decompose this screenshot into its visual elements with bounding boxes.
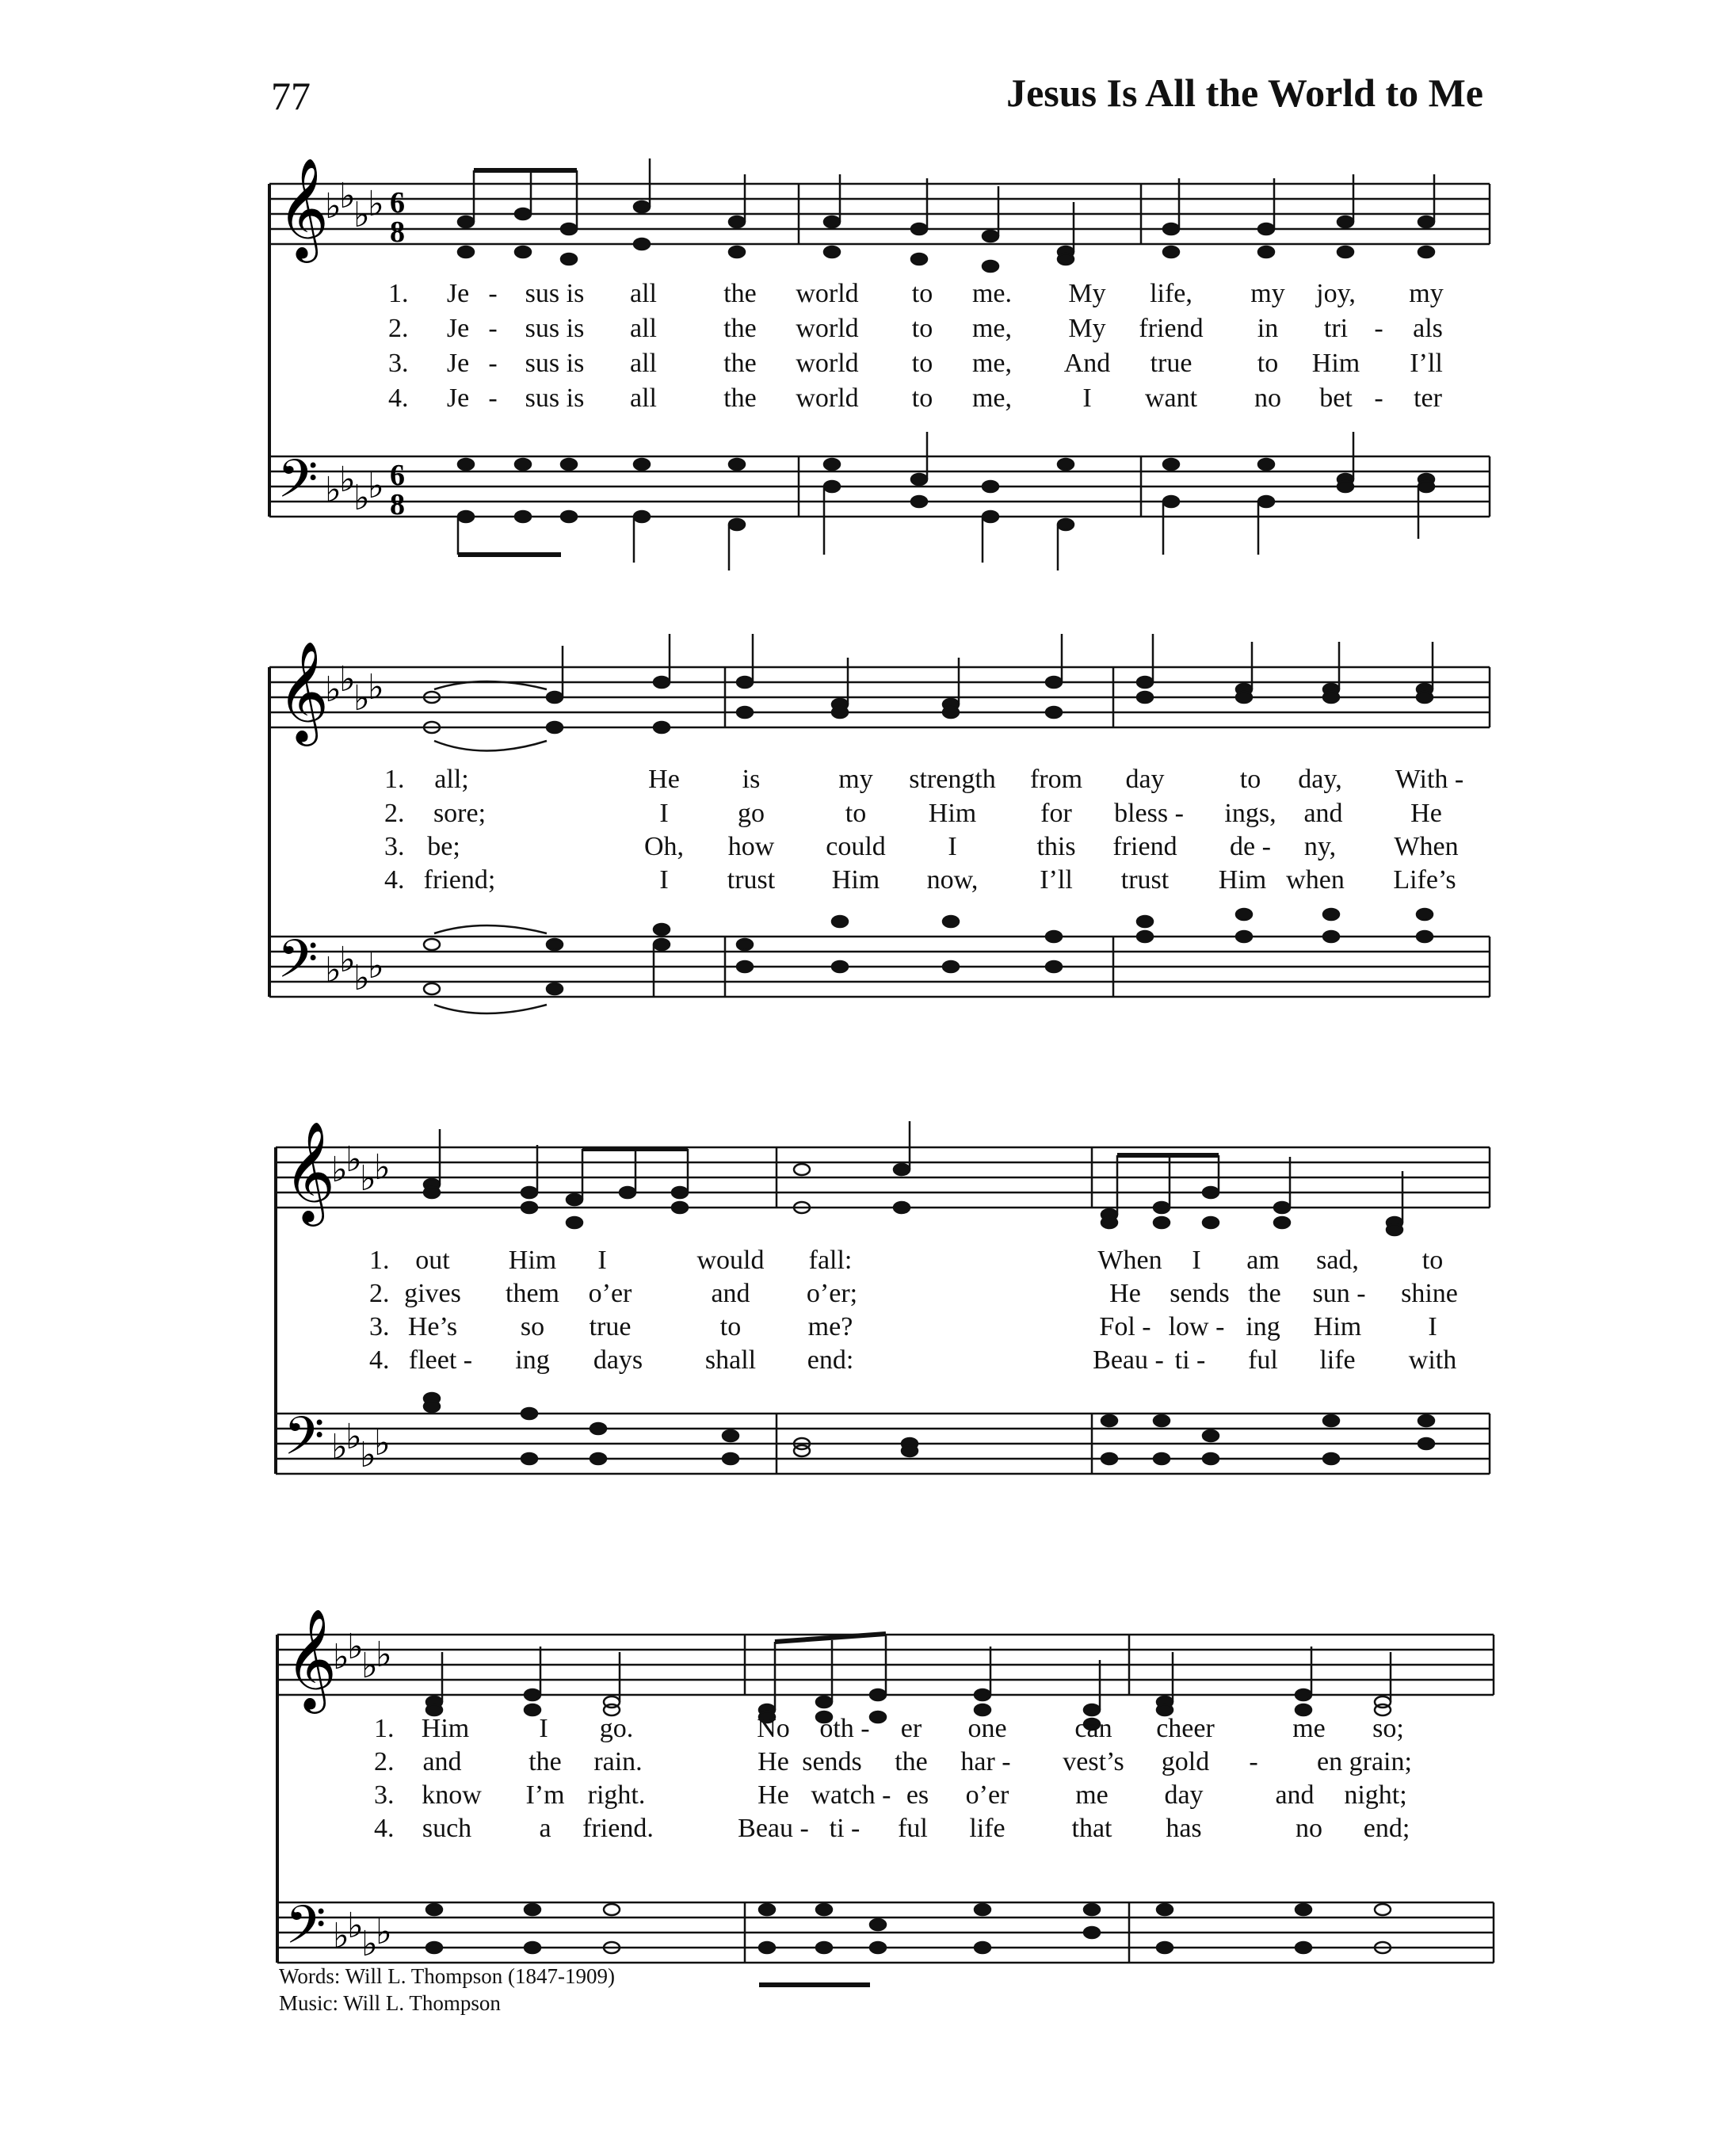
page-number: 77 <box>271 74 311 118</box>
lyric-syllable: true <box>1150 349 1192 378</box>
lyric-syllable: friend. <box>582 1814 654 1843</box>
lyric-syllable: can <box>1074 1714 1112 1743</box>
lyric-syllable: sad, <box>1316 1246 1359 1275</box>
verse-number: 2. <box>384 799 405 828</box>
lyric-syllable: true <box>589 1312 632 1341</box>
svg-text:♭: ♭ <box>360 1436 376 1475</box>
lyric-syllable: watch - <box>811 1780 891 1810</box>
lyric-syllable: and <box>1275 1780 1315 1810</box>
lyric-syllable: I <box>948 832 957 861</box>
lyric-syllable: the <box>723 314 757 343</box>
lyric-syllable: Je <box>446 314 470 343</box>
svg-text:♭: ♭ <box>374 1424 391 1463</box>
lyric-syllable: day, <box>1298 765 1342 794</box>
svg-text:𝄢: 𝄢 <box>285 1895 326 1968</box>
lyric-syllable: right. <box>587 1780 646 1810</box>
lyric-syllable: joy, <box>1316 279 1356 308</box>
lyric-syllable: so; <box>1372 1714 1404 1743</box>
lyric-syllable: to <box>1239 765 1261 794</box>
lyric-syllable: He <box>1109 1279 1141 1308</box>
lyric-syllable: has <box>1166 1814 1202 1843</box>
verse-number: 1. <box>388 279 409 308</box>
verse-number: 2. <box>374 1747 395 1776</box>
lyric-syllable: He <box>1410 799 1442 828</box>
lyric-syllable: oth - <box>819 1714 870 1743</box>
lyric-syllable: to <box>719 1312 742 1341</box>
lyric-syllable: know <box>422 1780 482 1810</box>
lyric-syllable: to <box>1421 1246 1444 1275</box>
lyric-syllable: for <box>1040 799 1072 828</box>
svg-text:6: 6 <box>390 186 405 219</box>
lyric-syllable: ing <box>1246 1312 1280 1341</box>
lyric-syllable: fall: <box>808 1246 853 1275</box>
lyric-syllable: bless - <box>1114 799 1184 828</box>
lyric-syllable: sus is <box>525 349 585 378</box>
lyric-syllable: sus is <box>525 314 585 343</box>
lyric-syllable: me, <box>971 314 1013 343</box>
lyric-syllable: - <box>1249 1747 1258 1776</box>
svg-text:♭: ♭ <box>376 1913 392 1952</box>
lyric-syllable: me, <box>971 349 1013 378</box>
lyric-syllable: - <box>1374 384 1383 413</box>
lyric-syllable: is <box>742 765 761 794</box>
lyric-syllable: My <box>1068 314 1106 343</box>
svg-text:♭: ♭ <box>347 1906 364 1945</box>
verse-number: 1. <box>374 1714 395 1743</box>
svg-text:♭: ♭ <box>368 467 384 506</box>
lyric-syllable: Je <box>446 349 470 378</box>
lyric-syllable: Him <box>1218 865 1267 895</box>
lyric-line-4-1 <box>0 1714 1721 1749</box>
svg-text:♭: ♭ <box>361 1647 378 1685</box>
lyric-syllable: Him <box>928 799 977 828</box>
lyric-syllable: to <box>911 384 933 413</box>
lyric-syllable: - <box>488 314 498 343</box>
lyric-syllable: them <box>506 1279 559 1308</box>
svg-text:8: 8 <box>390 488 405 521</box>
lyric-syllable: My <box>1068 279 1106 308</box>
lyric-syllable: ful <box>898 1814 928 1843</box>
verse-number: 4. <box>374 1814 395 1843</box>
lyric-syllable: day <box>1125 765 1165 794</box>
svg-text:♭: ♭ <box>325 187 342 226</box>
lyric-syllable: end: <box>807 1345 854 1375</box>
lyric-syllable: rain. <box>593 1747 643 1776</box>
lyric-syllable: this <box>1036 832 1076 861</box>
svg-text:8: 8 <box>390 216 405 249</box>
svg-text:♭: ♭ <box>331 1151 348 1189</box>
lyric-syllable: me? <box>807 1312 853 1341</box>
lyric-syllable: friend <box>1112 832 1177 861</box>
lyric-syllable: o’er <box>588 1279 632 1308</box>
lyric-syllable: har - <box>960 1747 1011 1776</box>
verse-number: 4. <box>369 1345 390 1375</box>
svg-text:𝄞: 𝄞 <box>277 157 330 258</box>
lyric-syllable: a <box>539 1814 551 1843</box>
lyric-syllable: I <box>597 1246 607 1275</box>
lyric-syllable: friend <box>1139 314 1204 343</box>
lyric-syllable: that <box>1071 1814 1112 1843</box>
lyric-syllable: fleet - <box>408 1345 473 1375</box>
lyric-syllable: I <box>1428 1312 1437 1341</box>
lyric-syllable: es <box>906 1780 929 1810</box>
lyric-syllable: out <box>415 1246 450 1275</box>
lyric-syllable: friend; <box>423 865 496 895</box>
svg-text:♭: ♭ <box>325 670 342 709</box>
lyric-syllable: Fol - <box>1099 1312 1151 1341</box>
svg-text:♭: ♭ <box>374 1148 391 1187</box>
lyric-syllable: my <box>1250 279 1285 308</box>
lyric-syllable: with <box>1408 1345 1457 1375</box>
lyric-syllable: life <box>969 1814 1006 1843</box>
lyric-syllable: no <box>1254 384 1281 413</box>
lyric-syllable: all <box>630 349 657 378</box>
lyric-syllable: tri <box>1323 314 1349 343</box>
lyric-syllable: ful <box>1248 1345 1278 1375</box>
lyric-syllable: end; <box>1363 1814 1410 1843</box>
lyric-syllable: gold <box>1161 1747 1210 1776</box>
lyric-syllable: I <box>539 1714 548 1743</box>
verse-number: 4. <box>388 384 409 413</box>
verse-number: 3. <box>388 349 409 378</box>
lyric-syllable: one <box>967 1714 1007 1743</box>
lyric-syllable: such <box>422 1814 472 1843</box>
svg-text:♭: ♭ <box>347 1627 364 1666</box>
lyric-line-4-2 <box>0 1747 1721 1782</box>
lyric-syllable: He <box>648 765 680 794</box>
lyric-syllable: sun - <box>1312 1279 1366 1308</box>
lyric-syllable: Beau - <box>738 1814 809 1843</box>
lyric-syllable: me, <box>971 384 1013 413</box>
verse-number: 2. <box>369 1279 390 1308</box>
lyric-syllable: want <box>1144 384 1198 413</box>
lyric-syllable: Beau - <box>1093 1345 1164 1375</box>
svg-text:♭: ♭ <box>360 1159 376 1198</box>
svg-text:𝄢: 𝄢 <box>277 929 319 1002</box>
svg-text:♭: ♭ <box>333 1638 349 1677</box>
lyric-syllable: the <box>1248 1279 1281 1308</box>
lyric-syllable: so <box>520 1312 545 1341</box>
lyric-syllable: life <box>1319 1345 1356 1375</box>
svg-text:♭: ♭ <box>376 1635 392 1674</box>
lyric-syllable: I <box>659 865 669 895</box>
svg-text:♭: ♭ <box>353 959 370 998</box>
verse-number: 4. <box>384 865 405 895</box>
lyric-syllable: als <box>1413 314 1443 343</box>
lyric-syllable: sore; <box>433 799 487 828</box>
svg-text:𝄞: 𝄞 <box>285 1608 338 1709</box>
verse-number: 1. <box>369 1246 390 1275</box>
lyric-syllable: er <box>900 1714 922 1743</box>
lyric-syllable: Him <box>1313 1312 1362 1341</box>
lyric-syllable: from <box>1029 765 1083 794</box>
lyric-syllable: world <box>796 279 859 308</box>
lyric-syllable: Him <box>1311 349 1360 378</box>
verse-number: 1. <box>384 765 405 794</box>
lyric-syllable: With - <box>1395 765 1464 794</box>
lyric-syllable: the <box>895 1747 928 1776</box>
lyric-syllable: and <box>1303 799 1343 828</box>
lyric-syllable: now, <box>926 865 979 895</box>
lyric-syllable: bet <box>1319 384 1353 413</box>
lyric-syllable: no <box>1296 1814 1322 1843</box>
lyric-syllable: world <box>796 314 859 343</box>
words-credit: Words: Will L. Thompson (1847-1909) <box>279 1964 615 1988</box>
lyric-line-4-4 <box>0 1814 1721 1849</box>
verse-number: 2. <box>388 314 409 343</box>
lyric-syllable: - <box>488 279 498 308</box>
lyric-syllable: gives <box>404 1279 461 1308</box>
lyric-syllable: go. <box>599 1714 634 1743</box>
lyric-syllable: to <box>845 799 867 828</box>
svg-text:6: 6 <box>390 459 405 492</box>
lyric-syllable: to <box>911 314 933 343</box>
lyric-syllable: my <box>838 765 873 794</box>
lyric-syllable: life, <box>1150 279 1192 308</box>
lyric-syllable: be; <box>427 832 460 861</box>
lyric-syllable: He <box>757 1780 789 1810</box>
music-credit: Music: Will L. Thompson <box>279 1991 501 2015</box>
lyric-syllable: low - <box>1168 1312 1225 1341</box>
lyric-syllable: ny, <box>1303 832 1337 861</box>
lyric-syllable: to <box>1257 349 1279 378</box>
lyric-syllable: ing <box>515 1345 550 1375</box>
lyric-syllable: ti - <box>829 1814 860 1843</box>
verse-number: 3. <box>374 1780 395 1810</box>
lyric-syllable: ings, <box>1224 799 1276 828</box>
lyric-syllable: And <box>1063 349 1111 378</box>
lyric-syllable: all <box>630 384 657 413</box>
lyric-syllable: me. <box>971 279 1013 308</box>
lyric-syllable: - <box>1374 314 1383 343</box>
lyric-syllable: would <box>696 1246 765 1275</box>
svg-text:♭: ♭ <box>345 1418 362 1456</box>
lyric-syllable: de - <box>1230 832 1271 861</box>
verse-number: 3. <box>384 832 405 861</box>
lyric-syllable: the <box>723 279 757 308</box>
svg-text:♭: ♭ <box>325 471 342 509</box>
lyric-syllable: the <box>529 1747 562 1776</box>
lyric-syllable: I’ll <box>1040 865 1073 895</box>
lyric-syllable: the <box>723 349 757 378</box>
lyric-syllable: Je <box>446 384 470 413</box>
lyric-syllable: could <box>826 832 886 861</box>
lyric-syllable: day <box>1164 1780 1204 1810</box>
svg-text:♭: ♭ <box>345 1140 362 1179</box>
svg-text:♭: ♭ <box>325 951 342 990</box>
lyric-syllable: o’er <box>965 1780 1009 1810</box>
lyric-syllable: He’s <box>407 1312 458 1341</box>
lyric-syllable: world <box>796 349 859 378</box>
svg-text:♭: ♭ <box>339 177 356 216</box>
lyric-syllable: Je <box>446 279 470 308</box>
lyric-syllable: sends <box>802 1747 862 1776</box>
lyric-syllable: en grain; <box>1317 1747 1412 1776</box>
lyric-syllable: Him <box>508 1246 557 1275</box>
lyric-syllable: vest’s <box>1063 1747 1124 1776</box>
lyric-syllable: When <box>1097 1246 1162 1275</box>
lyric-syllable: He <box>757 1747 789 1776</box>
lyric-syllable: shall <box>704 1345 757 1375</box>
lyric-syllable: Oh, <box>643 832 685 861</box>
lyric-syllable: and <box>422 1747 462 1776</box>
lyric-syllable: cheer <box>1156 1714 1215 1743</box>
lyric-syllable: all <box>630 279 657 308</box>
svg-text:♭: ♭ <box>333 1917 349 1956</box>
svg-text:♭: ♭ <box>331 1428 348 1467</box>
lyric-syllable: in <box>1257 314 1279 343</box>
lyric-syllable: When <box>1394 832 1459 861</box>
lyric-syllable: Him <box>831 865 880 895</box>
lyric-syllable: world <box>796 384 859 413</box>
lyric-syllable: - <box>488 384 498 413</box>
lyric-syllable: my <box>1409 279 1444 308</box>
svg-text:♭: ♭ <box>353 479 370 517</box>
lyric-syllable: ter <box>1414 384 1442 413</box>
lyric-syllable: all; <box>434 765 469 794</box>
lyric-syllable: am <box>1246 1246 1280 1275</box>
lyric-syllable: and <box>711 1279 750 1308</box>
credits <box>279 1963 615 2017</box>
lyric-syllable: I <box>1192 1246 1201 1275</box>
svg-text:♭: ♭ <box>368 947 384 986</box>
svg-text:♭: ♭ <box>339 460 356 499</box>
lyric-syllable: go <box>738 799 765 828</box>
svg-text:♭: ♭ <box>339 660 356 699</box>
hymn-title: Jesus Is All the World to Me <box>1006 71 1483 115</box>
svg-text:𝄢: 𝄢 <box>277 448 319 522</box>
verse-number: 3. <box>369 1312 390 1341</box>
lyric-syllable: days <box>593 1345 643 1375</box>
lyric-syllable: how <box>727 832 775 861</box>
lyric-syllable: when <box>1286 865 1345 895</box>
lyric-syllable: sus is <box>525 279 585 308</box>
lyric-syllable: shine <box>1401 1279 1458 1308</box>
lyric-syllable: the <box>723 384 757 413</box>
svg-text:♭: ♭ <box>368 185 384 223</box>
svg-text:♭: ♭ <box>353 196 370 235</box>
lyric-syllable: trust <box>1120 865 1170 895</box>
lyric-syllable: - <box>488 349 498 378</box>
svg-text:♭: ♭ <box>368 668 384 707</box>
lyric-syllable: I <box>1082 384 1092 413</box>
svg-text:𝄢: 𝄢 <box>284 1406 325 1479</box>
lyric-line-4-3 <box>0 1780 1721 1815</box>
lyric-syllable: I <box>659 799 669 828</box>
svg-text:𝄞: 𝄞 <box>284 1120 336 1222</box>
lyric-syllable: trust <box>727 865 776 895</box>
svg-text:𝄞: 𝄞 <box>277 640 330 742</box>
svg-text:♭: ♭ <box>353 679 370 718</box>
lyric-syllable: Life’s <box>1393 865 1456 895</box>
lyric-syllable: I’ll <box>1410 349 1443 378</box>
lyric-syllable: all <box>630 314 657 343</box>
lyric-syllable: o’er; <box>806 1279 858 1308</box>
lyric-syllable: strength <box>909 765 996 794</box>
svg-text:♭: ♭ <box>339 941 356 979</box>
lyric-syllable: sends <box>1170 1279 1230 1308</box>
lyric-syllable: to <box>911 349 933 378</box>
lyric-syllable: me <box>1075 1780 1109 1810</box>
lyric-syllable: No <box>757 1714 790 1743</box>
svg-text:♭: ♭ <box>361 1925 378 1963</box>
lyric-syllable: night; <box>1344 1780 1407 1810</box>
lyric-syllable: sus is <box>525 384 585 413</box>
lyric-syllable: me <box>1292 1714 1326 1743</box>
lyric-syllable: ti - <box>1174 1345 1206 1375</box>
lyric-syllable: Him <box>421 1714 470 1743</box>
lyric-syllable: I’m <box>525 1780 565 1810</box>
lyric-syllable: to <box>911 279 933 308</box>
